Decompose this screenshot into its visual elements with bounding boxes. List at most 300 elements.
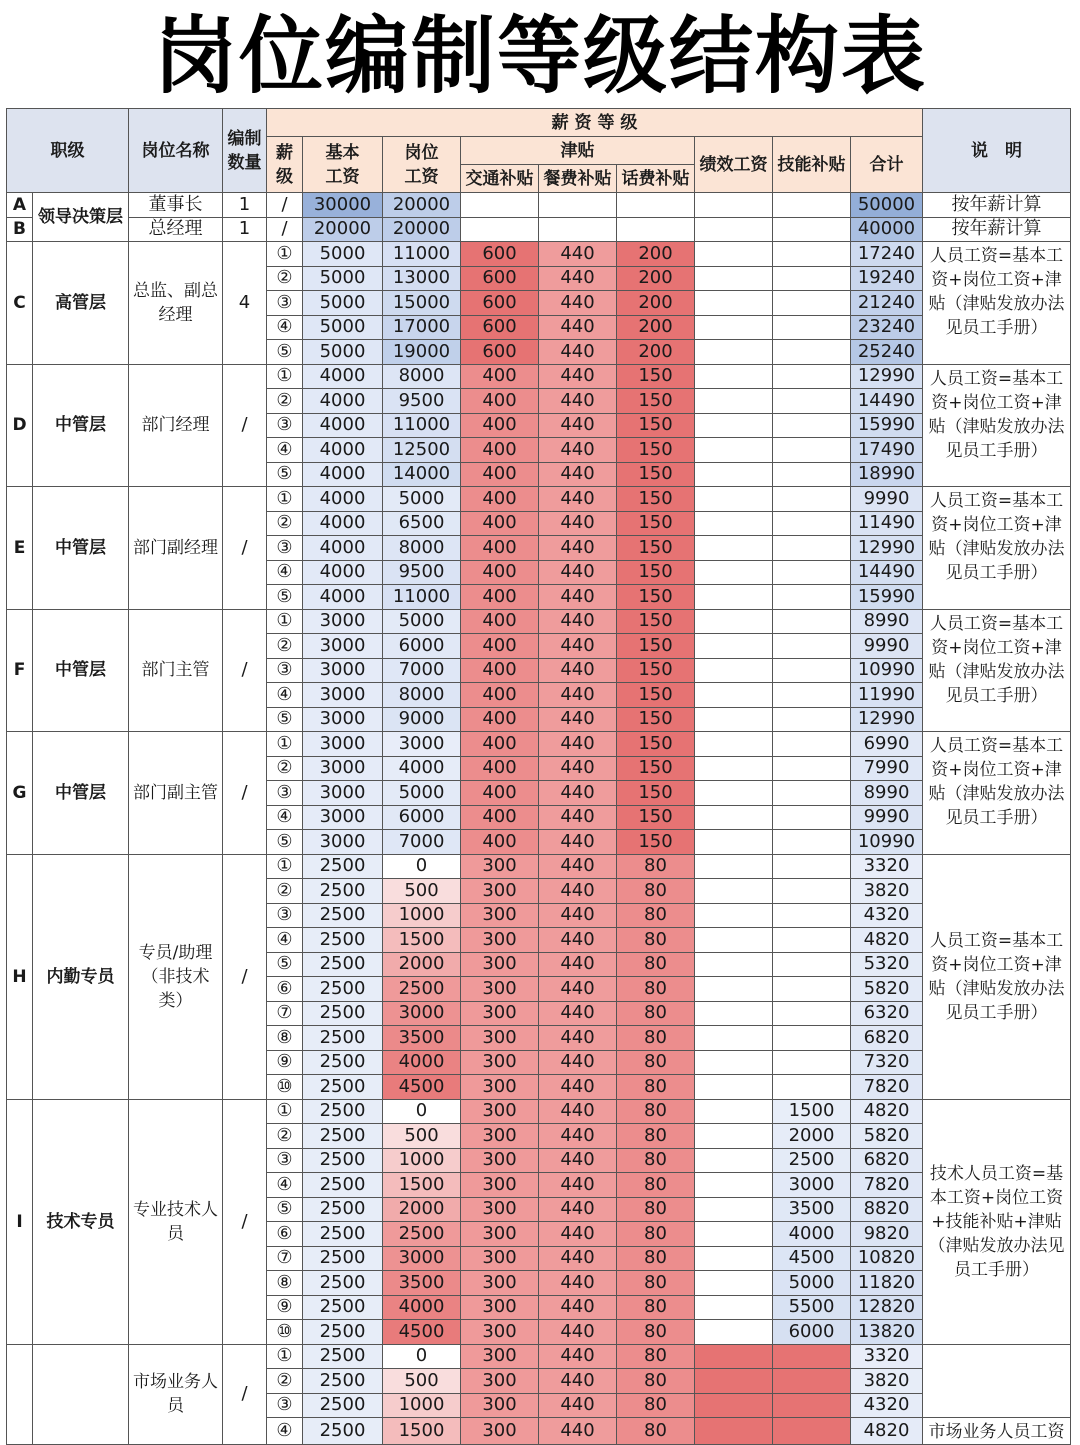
- transport: 300: [461, 1050, 539, 1075]
- skill: [773, 536, 851, 561]
- table-row: [7, 854, 1071, 879]
- base-salary: 2500: [303, 1075, 383, 1100]
- header-base-salary: 基本 工资: [303, 137, 383, 193]
- phone: 150: [617, 560, 695, 585]
- skill: [773, 903, 851, 928]
- headcount: 1: [223, 193, 267, 218]
- performance: [695, 1344, 773, 1369]
- phone: 150: [617, 732, 695, 757]
- post-salary: 9500: [383, 389, 461, 414]
- phone: 200: [617, 340, 695, 365]
- meal: 440: [539, 1173, 617, 1198]
- performance: [695, 732, 773, 757]
- phone: 200: [617, 242, 695, 267]
- transport: 600: [461, 242, 539, 267]
- page-title: 岗位编制等级结构表: [152, 7, 927, 105]
- base-salary: 3000: [303, 609, 383, 634]
- performance: [695, 291, 773, 316]
- level-name: 中管层: [33, 732, 129, 855]
- phone: 80: [617, 1148, 695, 1173]
- total: 15990: [851, 585, 923, 610]
- grade: ②: [267, 389, 303, 414]
- grade: ④: [267, 560, 303, 585]
- skill: 6000: [773, 1320, 851, 1345]
- base-salary: 2500: [303, 1344, 383, 1369]
- header-meal: 餐费补贴: [539, 165, 617, 193]
- performance: [695, 952, 773, 977]
- post-salary: 0: [383, 854, 461, 879]
- performance: [695, 560, 773, 585]
- performance: [695, 1393, 773, 1418]
- skill: [773, 1026, 851, 1051]
- grade: ③: [267, 413, 303, 438]
- total: 14490: [851, 560, 923, 585]
- base-salary: 2500: [303, 1222, 383, 1247]
- skill: [773, 707, 851, 732]
- phone: 80: [617, 1369, 695, 1394]
- post-salary: 7000: [383, 658, 461, 683]
- meal: 440: [539, 781, 617, 806]
- level-name: 技术专员: [33, 1099, 129, 1344]
- table-row: [7, 217, 1071, 242]
- performance: [695, 1246, 773, 1271]
- total: 7820: [851, 1173, 923, 1198]
- grade: ③: [267, 903, 303, 928]
- table-row: [7, 609, 1071, 634]
- meal: 440: [539, 658, 617, 683]
- header-level: 职级: [7, 109, 129, 193]
- post-salary: 2500: [383, 977, 461, 1002]
- skill: [773, 364, 851, 389]
- performance: [695, 683, 773, 708]
- meal: 440: [539, 1001, 617, 1026]
- post-salary: 3000: [383, 1001, 461, 1026]
- meal: 440: [539, 340, 617, 365]
- skill: [773, 217, 851, 242]
- post-salary: 7000: [383, 830, 461, 855]
- skill: [773, 291, 851, 316]
- grade: ⑧: [267, 1026, 303, 1051]
- post-salary: 12500: [383, 438, 461, 463]
- base-salary: 5000: [303, 242, 383, 267]
- header-performance: 绩效工资: [695, 137, 773, 193]
- post-salary: 8000: [383, 683, 461, 708]
- transport: 300: [461, 952, 539, 977]
- base-salary: 2500: [303, 977, 383, 1002]
- phone: 80: [617, 1173, 695, 1198]
- meal: 440: [539, 634, 617, 659]
- total: 6820: [851, 1026, 923, 1051]
- skill: 4000: [773, 1222, 851, 1247]
- base-salary: 4000: [303, 462, 383, 487]
- base-salary: 2500: [303, 1393, 383, 1418]
- header-note: 说 明: [923, 109, 1071, 193]
- phone: 150: [617, 511, 695, 536]
- grade: ④: [267, 1418, 303, 1445]
- base-salary: 5000: [303, 291, 383, 316]
- meal: 440: [539, 462, 617, 487]
- base-salary: 2500: [303, 1295, 383, 1320]
- phone: 80: [617, 1124, 695, 1149]
- performance: [695, 536, 773, 561]
- post-salary: 8000: [383, 364, 461, 389]
- grade: ③: [267, 1393, 303, 1418]
- meal: 440: [539, 1369, 617, 1394]
- performance: [695, 805, 773, 830]
- meal: 440: [539, 952, 617, 977]
- post-salary: 1000: [383, 1148, 461, 1173]
- meal: 440: [539, 805, 617, 830]
- position-name: 部门主管: [129, 609, 223, 732]
- grade: ⑧: [267, 1271, 303, 1296]
- post-salary: 5000: [383, 487, 461, 512]
- total: 5320: [851, 952, 923, 977]
- base-salary: 2500: [303, 1173, 383, 1198]
- table-row: [7, 242, 1071, 267]
- post-salary: 11000: [383, 413, 461, 438]
- total: 6820: [851, 1148, 923, 1173]
- transport: 400: [461, 683, 539, 708]
- table-row: [7, 364, 1071, 389]
- post-salary: 0: [383, 1099, 461, 1124]
- base-salary: 4000: [303, 389, 383, 414]
- grade: ①: [267, 1099, 303, 1124]
- performance: [695, 1320, 773, 1345]
- performance: [695, 193, 773, 218]
- level-name: 中管层: [33, 609, 129, 732]
- level-name: [33, 1344, 129, 1445]
- grade: ④: [267, 928, 303, 953]
- base-salary: 2500: [303, 928, 383, 953]
- meal: 440: [539, 487, 617, 512]
- transport: 400: [461, 609, 539, 634]
- base-salary: 3000: [303, 634, 383, 659]
- post-salary: 500: [383, 879, 461, 904]
- level-name: 内勤专员: [33, 854, 129, 1099]
- base-salary: 2500: [303, 854, 383, 879]
- skill: [773, 658, 851, 683]
- performance: [695, 1001, 773, 1026]
- phone: 80: [617, 1026, 695, 1051]
- base-salary: 2500: [303, 1271, 383, 1296]
- post-salary: 11000: [383, 585, 461, 610]
- phone: 150: [617, 756, 695, 781]
- performance: [695, 658, 773, 683]
- note: 人员工资=基本工资+岗位工资+津贴（津贴发放办法见员工手册）: [923, 364, 1071, 487]
- table-row: [7, 193, 1071, 218]
- transport: 300: [461, 1075, 539, 1100]
- total: 12990: [851, 536, 923, 561]
- headcount: /: [223, 1344, 267, 1445]
- skill: [773, 805, 851, 830]
- base-salary: 2500: [303, 903, 383, 928]
- phone: 200: [617, 315, 695, 340]
- meal: 440: [539, 585, 617, 610]
- skill: [773, 732, 851, 757]
- base-salary: 2500: [303, 879, 383, 904]
- performance: [695, 1050, 773, 1075]
- post-salary: 2500: [383, 1222, 461, 1247]
- grade: ②: [267, 266, 303, 291]
- transport: 300: [461, 1173, 539, 1198]
- performance: [695, 413, 773, 438]
- meal: 440: [539, 1099, 617, 1124]
- phone: 80: [617, 977, 695, 1002]
- base-salary: 3000: [303, 732, 383, 757]
- performance: [695, 830, 773, 855]
- meal: 440: [539, 1271, 617, 1296]
- total: 3820: [851, 879, 923, 904]
- base-salary: 2500: [303, 1320, 383, 1345]
- meal: 440: [539, 364, 617, 389]
- performance: [695, 1197, 773, 1222]
- grade: ⑩: [267, 1075, 303, 1100]
- note: 人员工资=基本工资+岗位工资+津贴（津贴发放办法见员工手册）: [923, 487, 1071, 610]
- meal: 440: [539, 1344, 617, 1369]
- phone: [617, 217, 695, 242]
- grade: ④: [267, 1173, 303, 1198]
- base-salary: 2500: [303, 1124, 383, 1149]
- total: 18990: [851, 462, 923, 487]
- meal: 440: [539, 413, 617, 438]
- performance: [695, 879, 773, 904]
- skill: [773, 340, 851, 365]
- phone: 150: [617, 707, 695, 732]
- meal: 440: [539, 879, 617, 904]
- note: 人员工资=基本工资+岗位工资+津贴（津贴发放办法见员工手册）: [923, 854, 1071, 1099]
- post-salary: 17000: [383, 315, 461, 340]
- phone: 200: [617, 266, 695, 291]
- skill: 5000: [773, 1271, 851, 1296]
- meal: 440: [539, 609, 617, 634]
- total: 6990: [851, 732, 923, 757]
- phone: 150: [617, 438, 695, 463]
- meal: 440: [539, 732, 617, 757]
- total: 12990: [851, 707, 923, 732]
- phone: 150: [617, 462, 695, 487]
- grade: ⑤: [267, 585, 303, 610]
- total: 11820: [851, 1271, 923, 1296]
- performance: [695, 389, 773, 414]
- performance: [695, 1173, 773, 1198]
- performance: [695, 217, 773, 242]
- base-salary: 20000: [303, 217, 383, 242]
- post-salary: 15000: [383, 291, 461, 316]
- grade: ⑤: [267, 340, 303, 365]
- note: 按年薪计算: [923, 193, 1071, 218]
- skill: [773, 781, 851, 806]
- headcount: /: [223, 854, 267, 1099]
- base-salary: 3000: [303, 683, 383, 708]
- post-salary: 3500: [383, 1026, 461, 1051]
- performance: [695, 364, 773, 389]
- base-salary: 4000: [303, 511, 383, 536]
- position-name: 部门副主管: [129, 732, 223, 855]
- skill: 3000: [773, 1173, 851, 1198]
- meal: 440: [539, 1418, 617, 1445]
- post-salary: 4000: [383, 1050, 461, 1075]
- performance: [695, 903, 773, 928]
- performance: [695, 438, 773, 463]
- grade: ③: [267, 658, 303, 683]
- post-salary: 6500: [383, 511, 461, 536]
- phone: 80: [617, 1001, 695, 1026]
- skill: [773, 1418, 851, 1445]
- meal: 440: [539, 560, 617, 585]
- grade: ①: [267, 854, 303, 879]
- base-salary: 4000: [303, 585, 383, 610]
- performance: [695, 266, 773, 291]
- phone: 150: [617, 389, 695, 414]
- grade: /: [267, 193, 303, 218]
- grade: ⑤: [267, 1197, 303, 1222]
- phone: 80: [617, 1197, 695, 1222]
- skill: 2000: [773, 1124, 851, 1149]
- meal: 440: [539, 830, 617, 855]
- total: 4320: [851, 1393, 923, 1418]
- grade: ②: [267, 1124, 303, 1149]
- note: 人员工资=基本工资+岗位工资+津贴（津贴发放办法见员工手册）: [923, 242, 1071, 365]
- performance: [695, 487, 773, 512]
- phone: 150: [617, 683, 695, 708]
- transport: 300: [461, 1001, 539, 1026]
- phone: 150: [617, 609, 695, 634]
- grade: ⑥: [267, 977, 303, 1002]
- phone: 150: [617, 830, 695, 855]
- level-code: E: [7, 487, 33, 610]
- header-headcount: 编制 数量: [223, 109, 267, 193]
- transport: 400: [461, 536, 539, 561]
- grade: ④: [267, 805, 303, 830]
- total: 8820: [851, 1197, 923, 1222]
- base-salary: 4000: [303, 364, 383, 389]
- meal: 440: [539, 854, 617, 879]
- salary-structure-table: [6, 108, 1071, 1445]
- total: 8990: [851, 609, 923, 634]
- phone: 80: [617, 1075, 695, 1100]
- phone: 80: [617, 1295, 695, 1320]
- total: 3320: [851, 1344, 923, 1369]
- skill: [773, 1075, 851, 1100]
- meal: [539, 217, 617, 242]
- skill: [773, 462, 851, 487]
- phone: 80: [617, 1320, 695, 1345]
- position-name: 部门副经理: [129, 487, 223, 610]
- post-salary: 8000: [383, 536, 461, 561]
- header-salary-grade: 薪 资 等 级: [267, 109, 923, 137]
- post-salary: 1500: [383, 928, 461, 953]
- phone: 80: [617, 1344, 695, 1369]
- meal: 440: [539, 291, 617, 316]
- phone: 200: [617, 291, 695, 316]
- transport: 400: [461, 634, 539, 659]
- skill: [773, 487, 851, 512]
- level-code: A: [7, 193, 33, 218]
- skill: [773, 928, 851, 953]
- base-salary: 4000: [303, 413, 383, 438]
- phone: 150: [617, 781, 695, 806]
- header-position: 岗位名称: [129, 109, 223, 193]
- meal: 440: [539, 266, 617, 291]
- base-salary: 2500: [303, 1148, 383, 1173]
- skill: 1500: [773, 1099, 851, 1124]
- transport: 400: [461, 658, 539, 683]
- headcount: /: [223, 1099, 267, 1344]
- total: 12990: [851, 364, 923, 389]
- performance: [695, 707, 773, 732]
- meal: 440: [539, 903, 617, 928]
- skill: [773, 315, 851, 340]
- base-salary: 3000: [303, 756, 383, 781]
- meal: 440: [539, 511, 617, 536]
- total: 10990: [851, 830, 923, 855]
- header-allowance: 津贴: [461, 137, 695, 165]
- post-salary: 4000: [383, 756, 461, 781]
- grade: ⑨: [267, 1295, 303, 1320]
- skill: [773, 609, 851, 634]
- phone: 150: [617, 536, 695, 561]
- base-salary: 4000: [303, 438, 383, 463]
- grade: ②: [267, 634, 303, 659]
- header-total: 合计: [851, 137, 923, 193]
- post-salary: 11000: [383, 242, 461, 267]
- grade: ②: [267, 1369, 303, 1394]
- phone: 80: [617, 1246, 695, 1271]
- transport: 400: [461, 805, 539, 830]
- grade: ①: [267, 1344, 303, 1369]
- post-salary: 20000: [383, 193, 461, 218]
- transport: 300: [461, 879, 539, 904]
- grade: ④: [267, 438, 303, 463]
- total: 9990: [851, 634, 923, 659]
- post-salary: 20000: [383, 217, 461, 242]
- base-salary: 5000: [303, 315, 383, 340]
- post-salary: 6000: [383, 634, 461, 659]
- transport: [461, 193, 539, 218]
- skill: [773, 634, 851, 659]
- meal: 440: [539, 1124, 617, 1149]
- skill: [773, 952, 851, 977]
- position-name: 部门经理: [129, 364, 223, 487]
- headcount: /: [223, 732, 267, 855]
- phone: 150: [617, 487, 695, 512]
- post-salary: 500: [383, 1369, 461, 1394]
- transport: 400: [461, 830, 539, 855]
- skill: [773, 413, 851, 438]
- position-name: 董事长: [129, 193, 223, 218]
- header-transport: 交通补贴: [461, 165, 539, 193]
- meal: 440: [539, 1026, 617, 1051]
- base-salary: 2500: [303, 1197, 383, 1222]
- grade: ⑦: [267, 1001, 303, 1026]
- transport: 300: [461, 928, 539, 953]
- total: 9990: [851, 487, 923, 512]
- total: 23240: [851, 315, 923, 340]
- transport: 400: [461, 487, 539, 512]
- post-salary: 500: [383, 1124, 461, 1149]
- transport: 400: [461, 781, 539, 806]
- grade: ③: [267, 291, 303, 316]
- transport: 300: [461, 1148, 539, 1173]
- total: 9820: [851, 1222, 923, 1247]
- post-salary: 4500: [383, 1075, 461, 1100]
- header-row: [7, 109, 1071, 137]
- meal: 440: [539, 756, 617, 781]
- transport: 600: [461, 315, 539, 340]
- phone: 80: [617, 1050, 695, 1075]
- post-salary: 14000: [383, 462, 461, 487]
- transport: 300: [461, 1026, 539, 1051]
